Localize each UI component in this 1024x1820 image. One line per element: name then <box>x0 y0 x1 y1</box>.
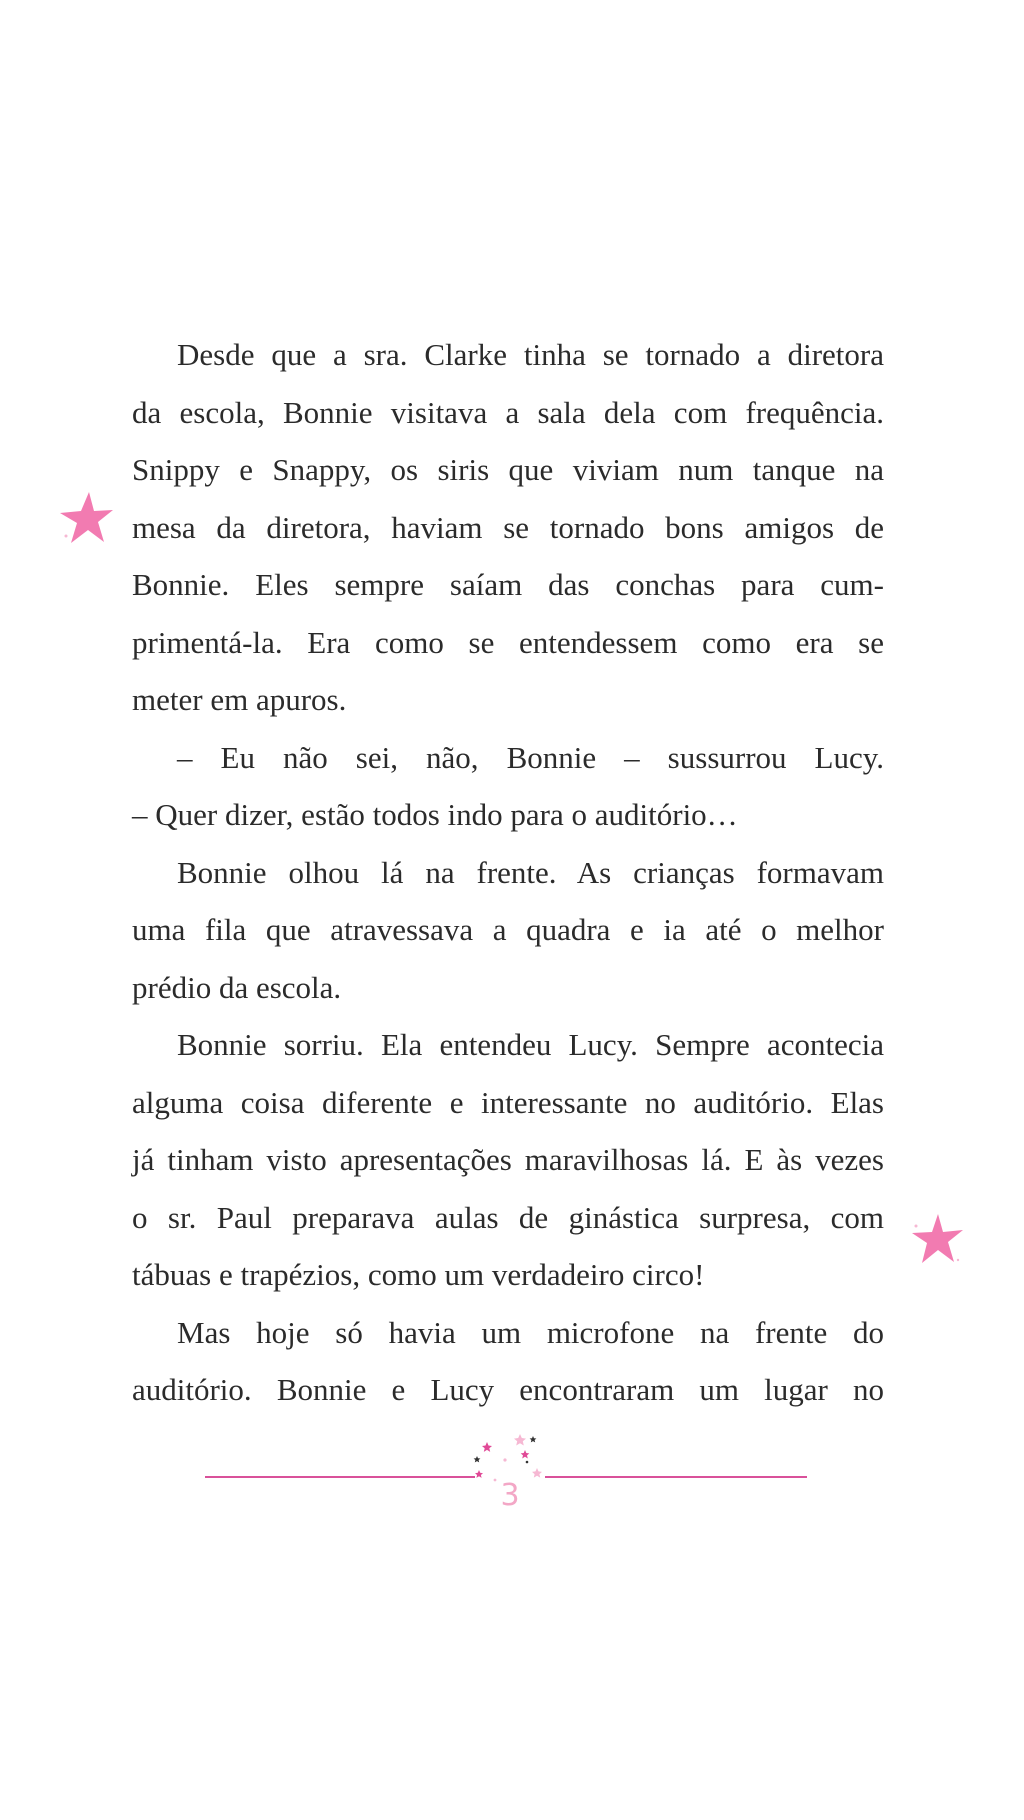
page-footer <box>0 1430 1024 1520</box>
text-line: Bonnie. Eles sempre saíam das conchas para cum- <box>132 567 884 602</box>
text-line: – Eu não sei, não, Bonnie – sussurrou Lucy. <box>177 739 884 775</box>
text-line: Snippy e Snappy, os siris que viviam num tanque na <box>132 452 884 487</box>
text-line: Mas hoje só havia um microfone na frente do <box>177 1314 884 1350</box>
text-line: uma fila que atravessava a quadra e ia até o melhor <box>132 912 884 947</box>
footer-rule-left <box>205 1476 475 1478</box>
text-line: prédio da escola. <box>132 969 342 1005</box>
text-line: – Quer dizer, estão todos indo para o auditório… <box>132 797 738 832</box>
text-line: auditório. Bonnie e Lucy encontraram um lugar no <box>132 1372 884 1407</box>
page-number: 3 <box>500 1478 520 1513</box>
text-line: Bonnie sorriu. Ela entendeu Lucy. Sempre acontecia <box>177 1027 884 1062</box>
text-line: primentá-la. Era como se entendessem como era se <box>132 624 884 660</box>
text-line: já tinham visto apresentações maravilhosas lá. E às vezes <box>132 1142 884 1177</box>
body-text <box>132 326 884 1419</box>
text-line: alguma coisa diferente e interessante no auditório. Elas <box>132 1084 884 1120</box>
text-line: mesa da diretora, haviam se tornado bons amigos de <box>132 509 884 545</box>
text-line: da escola, Bonnie visitava a sala dela com frequência. <box>132 394 884 430</box>
text-line: o sr. Paul preparava aulas de ginástica surpresa, com <box>132 1199 884 1235</box>
text-line: Bonnie olhou lá na frente. As crianças formavam <box>177 854 884 890</box>
footer-rule-right <box>545 1476 807 1478</box>
pink-star-icon <box>910 1212 966 1268</box>
text-line: Desde que a sra. Clarke tinha se tornado a diretora <box>177 337 884 372</box>
pink-star-icon <box>58 490 114 546</box>
text-line: tábuas e trapézios, como um verdadeiro circo! <box>132 1257 705 1292</box>
text-line: meter em apuros. <box>132 682 347 717</box>
